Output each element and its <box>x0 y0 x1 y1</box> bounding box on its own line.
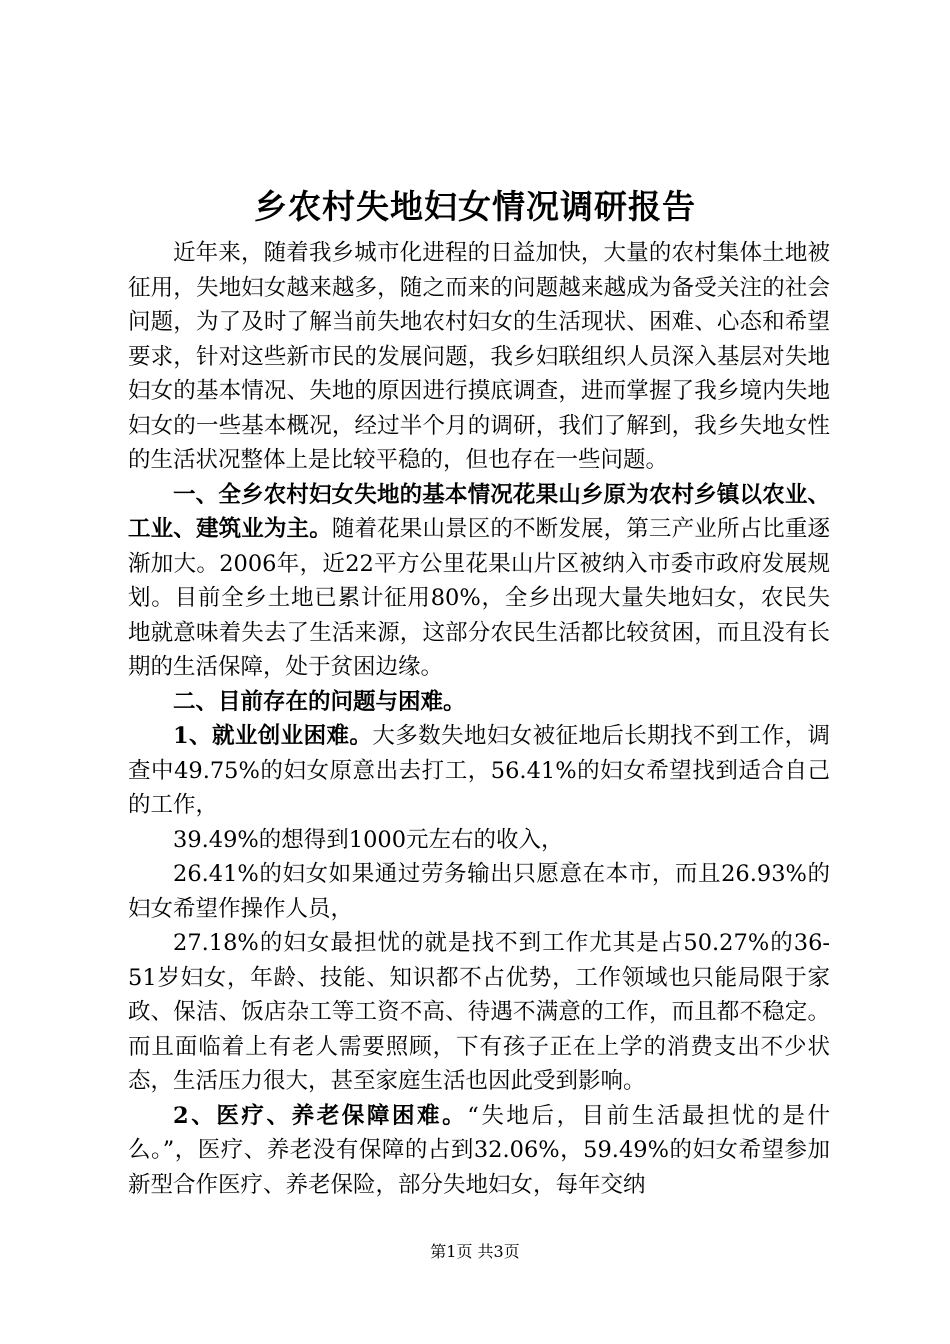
paragraph-item-2: 2、医疗、养老保障困难。“失地后，目前生活最担忧的是什么。”，医疗、养老没有保障的占到32.06%，59.49%的妇女希望参加新型合作医疗、养老保险，部分失地妇女，每年交纳 <box>128 1102 830 1198</box>
item-heading: 1、就业创业困难。 <box>173 723 373 749</box>
document-title: 乡农村失地妇女情况调研报告 <box>254 187 696 226</box>
paragraph-stat-1: 39.49%的想得到1000元左右的收入， <box>173 826 564 853</box>
item-heading: 2、医疗、养老保障困难。 <box>173 1102 468 1129</box>
section-heading: 二、目前存在的问题与困难。 <box>173 688 466 715</box>
paragraph-section-1: 一、全乡农村妇女失地的基本情况花果山乡原为农村乡镇以农业、工业、建筑业为主。随着花果山景区的不断发展，第三产业所占比重逐渐加大。2006年，近22平方公里花果山片区被纳入市委市政府发展规划。目前全乡土地已累计征用80%，全乡出现大量失地妇女，农民失地就意味着失去了生活来源，这部分农民生活都比较贫困，而且没有长期的生活保障，处于贫困边缘。 <box>128 481 830 680</box>
paragraph-stat-2: 26.41%的妇女如果通过劳务输出只愿意在本市，而且26.93%的妇女希望作操作人员， <box>128 861 830 922</box>
section-heading: 一、全乡农村妇女失地的基本情况花果山乡原为农村乡镇以农业、工业、建筑业为主。 <box>128 481 830 542</box>
document-body <box>128 236 830 1202</box>
paragraph-section-2 <box>128 685 830 720</box>
paragraph-intro: 近年来，随着我乡城市化进程的日益加快，大量的农村集体土地被征用，失地妇女越来越多，随之而来的问题越来越成为备受关注的社会问题，为了及时了解当前失地农村妇女的生活现状、困难、心态和希望要求，针对这些新市民的发展问题，我乡妇联组织人员深入基层对失地妇女的基本情况、失地的原因进行摸底调查，进而掌握了我乡境内失地妇女的一些基本概况，经过半个月的调研，我们了解到，我乡失地女性的生活状况整体上是比较平稳的，但也存在一些问题。 <box>128 240 830 473</box>
paragraph-stat-3: 27.18%的妇女最担忧的就是找不到工作尤其是占50.27%的36-51岁妇女，年龄、技能、知识都不占优势，工作领域也只能局限于家政、保洁、饭店杂工等工资不高、待遇不满意的工作，而且都不稳定。而且面临着上有老人需要照顾，下有孩子正在上学的消费支出不少状态，生活压力很大，甚至家庭生活也因此受到影响。 <box>128 930 830 1094</box>
page-number-footer: 第1页 共3页 <box>430 1242 520 1261</box>
paragraph-item-1: 1、就业创业困难。大多数失地妇女被征地后长期找不到工作，调查中49.75%的妇女原意出去打工，56.41%的妇女希望找到适合自己的工作， <box>128 723 831 818</box>
